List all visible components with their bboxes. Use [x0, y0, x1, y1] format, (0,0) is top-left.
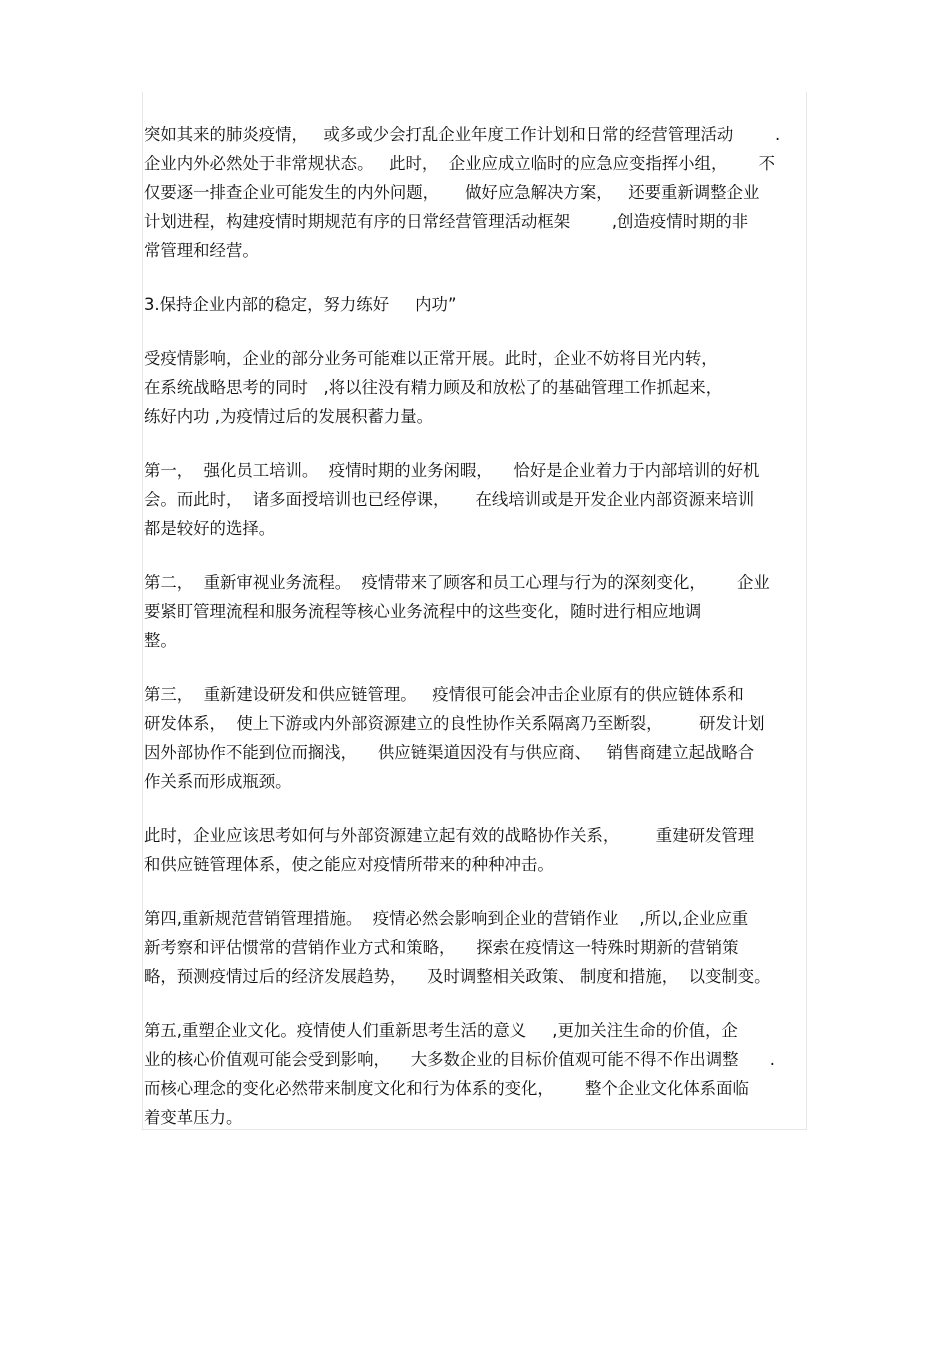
- text-line: 在系统战略思考的同时 ,将以往没有精力顾及和放松了的基础管理工作抓起来，: [144, 378, 723, 397]
- text-line: 业的核心价值观可能会受到影响， 大多数企业的目标价值观可能不得不作出调整 .: [144, 1050, 775, 1069]
- section-heading: [144, 290, 806, 319]
- text-line: 而核心理念的变化必然带来制度文化和行为体系的变化， 整个企业文化体系面临: [144, 1079, 749, 1098]
- text-line: 第二， 重新审视业务流程。 疫情带来了顾客和员工心理与行为的深刻变化， 企业: [144, 573, 770, 592]
- text-line: 会。而此时， 诸多面授培训也已经停课， 在线培训或是开发企业内部资源来培训: [144, 490, 755, 509]
- text-line: 着变革压力。: [144, 1108, 243, 1127]
- text-line: 第五,重塑企业文化。疫情使人们重新思考生活的意义 ,更加关注生命的价值，企: [144, 1021, 738, 1040]
- paragraph-third: [144, 680, 806, 796]
- paragraph-inner-focus: [144, 344, 806, 431]
- text-line: 都是较好的选择。: [144, 519, 276, 538]
- text-line: 略，预测疫情过后的经济发展趋势， 及时调整相关政策、 制度和措施， 以变制变。: [144, 967, 771, 986]
- paragraph-fourth: [144, 904, 806, 991]
- paragraph-cooperation: [144, 821, 806, 879]
- text-line: 整。: [144, 631, 177, 650]
- text-line: 突如其来的肺炎疫情， 或多或少会打乱企业年度工作计划和日常的经营管理活动 .: [144, 125, 781, 144]
- paragraph-second: [144, 568, 806, 655]
- text-line: 企业内外必然处于非常规状态。 此时， 企业应成立临时的应急应变指挥小组， 不: [144, 154, 775, 173]
- paragraph-intro: [144, 120, 806, 265]
- text-line: 要紧盯管理流程和服务流程等核心业务流程中的这些变化，随时进行相应地调: [144, 602, 702, 621]
- text-line: 仅要逐一排查企业可能发生的内外问题， 做好应急解决方案， 还要重新调整企业: [144, 183, 760, 202]
- text-line: 新考察和评估惯常的营销作业方式和策略， 探索在疫情这一特殊时期新的营销策: [144, 938, 739, 957]
- text-line: 第一， 强化员工培训。 疫情时期的业务闲暇， 恰好是企业着力于内部培训的好机: [144, 461, 760, 480]
- text-line: 作关系而形成瓶颈。: [144, 772, 292, 791]
- text-line: 因外部协作不能到位而搁浅， 供应链渠道因没有与供应商、 销售商建立起战略合: [144, 743, 755, 762]
- text-line: 受疫情影响，企业的部分业务可能难以正常开展。此时，企业不妨将目光内转，: [144, 349, 718, 368]
- text-line: 和供应链管理体系，使之能应对疫情所带来的种种冲击。: [144, 855, 554, 874]
- paragraph-fifth: [144, 1016, 806, 1132]
- text-line: 常管理和经营。: [144, 241, 259, 260]
- text-line: 研发体系， 使上下游或内外部资源建立的良性协作关系隔离乃至断裂， 研发计划: [144, 714, 765, 733]
- paragraph-first: [144, 456, 806, 543]
- text-line: 第四,重新规范营销管理措施。 疫情必然会影响到企业的营销作业 ,所以,企业应重: [144, 909, 749, 928]
- text-line: 第三， 重新建设研发和供应链管理。 疫情很可能会冲击企业原有的供应链体系和: [144, 685, 744, 704]
- text-line: 计划进程，构建疫情时期规范有序的日常经营管理活动框架 ,创造疫情时期的非: [144, 212, 749, 231]
- heading-line: 3.保持企业内部的稳定，努力练好 内功”: [144, 295, 457, 314]
- text-line: 练好内功 ,为疫情过后的发展积蓄力量。: [144, 407, 434, 426]
- document-body: [144, 120, 806, 1157]
- text-line: 此时，企业应该思考如何与外部资源建立起有效的战略协作关系， 重建研发管理: [144, 826, 755, 845]
